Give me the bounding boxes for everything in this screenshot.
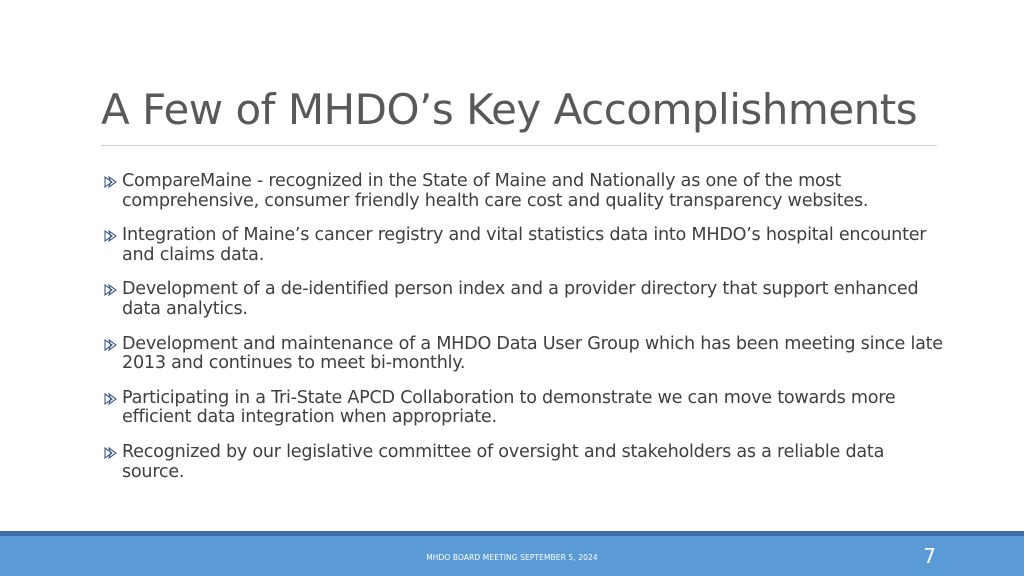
bullet-item — [104, 389, 944, 428]
bullet-item — [104, 226, 944, 265]
bullet-item — [104, 335, 944, 374]
bullet-text: Recognized by our legislative committee of oversight and stakeholders as a reliable data source. — [122, 441, 885, 482]
page-number: 7 — [923, 544, 936, 568]
slide-title: A Few of MHDO’s Key Accomplishments — [101, 85, 918, 134]
bullet-text: Participating in a Tri-State APCD Collaboration to demonstrate we can move towards more efficient data integration when appropriate. — [122, 387, 896, 428]
bullet-item — [104, 443, 944, 482]
arrow-bullet-icon — [104, 447, 118, 459]
arrow-bullet-icon — [104, 230, 118, 242]
footer-text: MHDO BOARD MEETING SEPTEMBER 5, 2024 — [426, 553, 598, 562]
arrow-bullet-icon — [104, 284, 118, 296]
arrow-bullet-icon — [104, 339, 118, 351]
arrow-bullet-icon — [104, 393, 118, 405]
bullet-text: Integration of Maine’s cancer registry and vital statistics data into MHDO’s hospital encounter and claims data. — [122, 225, 927, 265]
bullet-item — [104, 172, 944, 211]
footer-bar — [0, 536, 1024, 576]
arrow-bullet-icon — [104, 176, 118, 188]
bullet-item — [104, 280, 944, 319]
bullet-text: Development of a de-identified person index and a provider directory that support enhanced data analytics. — [122, 279, 919, 319]
title-divider — [101, 145, 937, 146]
bullet-text: Development and maintenance of a MHDO Data User Group which has been meeting since late 2013 and continues to meet bi-monthly. — [122, 333, 943, 374]
bullet-text: CompareMaine - recognized in the State of Maine and Nationally as one of the most comprehensive, consumer friendly health care cost and quality transparency websites. — [122, 171, 869, 211]
bullet-list — [104, 172, 944, 497]
